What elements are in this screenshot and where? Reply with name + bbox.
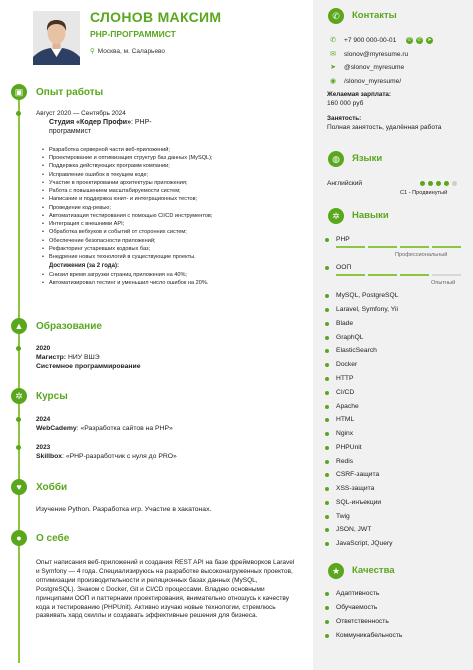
skill-item: JSON, JWT: [336, 526, 372, 533]
quality-item: Адаптивность: [336, 590, 380, 597]
salary-value: 160 000 руб: [327, 100, 364, 107]
hobby-text: Изучение Python. Разработка игр. Участие в хакатонах.: [36, 506, 212, 513]
skill-level: Профессиональный: [395, 252, 448, 258]
salary-label: Желаемая зарплата:: [327, 91, 391, 98]
section-title-courses: Курсы: [36, 391, 68, 402]
duty-item: • Написание и поддержка юнит- и интеграционных тестов;: [49, 195, 197, 203]
section-qualities: [313, 563, 473, 579]
skill-level-segment: [368, 246, 397, 248]
section-title-qualities: Качества: [352, 565, 395, 576]
skill-level-segment: [432, 246, 461, 248]
duty-item: • Работа с повышением масштабируемости систем;: [49, 187, 181, 195]
gear-icon: ✲: [11, 388, 27, 404]
email-icon: ✉: [330, 51, 336, 58]
location-pin-icon: ⚲: [90, 48, 95, 55]
globe-icon: ◍: [328, 151, 344, 167]
experience-position: программист: [49, 128, 92, 135]
skill-item: PHP: [336, 236, 350, 243]
language-level: C1 - Продвинутый: [400, 190, 448, 196]
skill-level-segment: [400, 274, 429, 276]
skill-item: CI/CD: [336, 389, 355, 396]
skill-item: Nginx: [336, 430, 354, 437]
course-year: 2024: [36, 416, 51, 423]
duty-item: • Обработка вебхуков и событий от сторонних систем;: [49, 228, 187, 236]
duty-item: • Рефакторинг устаревших кодовых баз;: [49, 245, 150, 253]
timeline-dot: [16, 111, 21, 116]
skill-item: MySQL, PostgreSQL: [336, 292, 399, 299]
skill-item: SQL-инъекции: [336, 499, 382, 506]
avatar: [33, 11, 80, 65]
quality-item: Коммуникабельность: [336, 632, 403, 639]
graduation-cap-icon: ▲: [11, 318, 27, 334]
whatsapp-icon[interactable]: ✆: [407, 37, 412, 43]
skill-item: JavaScript, JQuery: [336, 540, 393, 547]
section-title-languages: Языки: [352, 153, 383, 164]
heart-icon: ♥: [11, 479, 27, 495]
about-text: Опыт написания веб-приложений и создания REST API на базе фреймворков Laravel и Symfony — 4 года. Специализируюсь на разработке высоконагруженных проектов, оптимизации производительности и реляционных базах данных (MySQL, PostgreSQL). Знаком с Docker, Git и CI/CD процессами. Владею основными принципами ООП и паттернами проектирования, внимательно отношусь к качеству кода и тестированию (PHPUnit). Активно изучаю новые технологии, стремлюсь развивать хард скиллы и создавать эффективные решения для бизнеса.: [36, 559, 295, 620]
timeline-line: [18, 88, 20, 663]
duty-item: • Интеграция с внешними API;: [49, 220, 124, 228]
duty-item: • Разработка серверной части веб-приложений;: [49, 146, 170, 154]
section-skills: [313, 208, 473, 224]
quality-item: Обучаемость: [336, 604, 378, 611]
phone-icon: ✆: [328, 8, 344, 24]
duty-item: • Внедрение новых технологий в существующие проекты.: [49, 253, 196, 261]
skill-item: Laravel, Symfony, Yii: [336, 306, 398, 313]
section-title-education: Образование: [36, 321, 102, 332]
language-rating-dot: [452, 181, 457, 186]
language-rating-dot: [436, 181, 441, 186]
skill-item: HTML: [336, 416, 355, 423]
skill-item: ООП: [336, 264, 352, 271]
skill-level: Опытный: [431, 280, 456, 286]
achievements-label: Достижения (за 2 года):: [49, 263, 119, 269]
duty-item: • Участие в проектировании архитектуры приложения;: [49, 179, 187, 187]
course-title: WebCademy: «Разработка сайтов на PHP»: [36, 425, 173, 432]
language-name: Английский: [327, 180, 363, 187]
skill-item: HTTP: [336, 375, 354, 382]
telegram-link[interactable]: @slonov_myresume: [344, 64, 405, 71]
duty-item: • Поддержка действующих программ компании;: [49, 162, 170, 170]
telegram-icon[interactable]: ➤: [427, 37, 432, 43]
timeline-dot: [16, 346, 21, 351]
education-degree: Магистр: НИУ ВШЭ: [36, 354, 100, 361]
skill-level-bar: [336, 274, 462, 276]
course-title: Skillbox: «PHP-разработчик с нуля до PRO»: [36, 453, 177, 460]
language-rating-dot: [444, 181, 449, 186]
gears-icon: ✲: [328, 208, 344, 224]
section-contacts: [313, 8, 473, 24]
duty-item: • Автоматизация тестирования с помощью CI/CD инструментов;: [49, 212, 212, 220]
skill-item: Redis: [336, 458, 354, 465]
skill-item: CSRF-защита: [336, 471, 380, 478]
education-year: 2020: [36, 345, 51, 352]
skill-item: Blade: [336, 320, 354, 327]
skill-item: Apache: [336, 403, 359, 410]
timeline-dot: [16, 445, 21, 450]
employment-value: Полная занятость, удалённая работа: [327, 124, 442, 131]
job-title: PHP-ПРОГРАММИСТ: [90, 29, 176, 39]
section-title-experience: Опыт работы: [36, 87, 104, 98]
duty-item: • Проведение код-ревью;: [49, 204, 111, 212]
duty-item: • Проектирование и оптимизация структур баз данных (MySQL);: [49, 154, 213, 162]
employment-label: Занятость:: [327, 115, 362, 122]
section-title-about: О себе: [36, 533, 70, 544]
briefcase-icon: ▣: [11, 84, 27, 100]
timeline-dot: [16, 417, 21, 422]
duty-item: • Исправление ошибок в текущем коде;: [49, 171, 148, 179]
skill-item: PHPUnit: [336, 444, 362, 451]
section-title-contacts: Контакты: [352, 10, 397, 21]
viber-icon[interactable]: ✆: [417, 37, 422, 43]
course-year: 2023: [36, 444, 51, 451]
section-title-hobby: Хобби: [36, 482, 68, 493]
user-icon: ●: [11, 530, 27, 546]
experience-company: Студия «Кодер Профи»: PHP-: [49, 119, 152, 126]
duty-item: • Обеспечение безопасности приложений;: [49, 237, 156, 245]
quality-item: Ответственность: [336, 618, 389, 625]
skill-level-bar: [336, 246, 462, 248]
education-program: Системное программирование: [36, 363, 141, 370]
skill-item: GraphQL: [336, 334, 364, 341]
github-icon: ◉: [329, 78, 337, 85]
star-icon: ★: [328, 563, 344, 579]
skill-item: ElasticSearch: [336, 347, 377, 354]
skill-level-segment: [400, 246, 429, 248]
achievement-item: • Автоматизировал тестинг и уменьшил число ошибок на 20%.: [49, 279, 208, 287]
skill-item: XSS-защита: [336, 485, 375, 492]
section-title-skills: Навыки: [352, 210, 389, 221]
full-name: СЛОНОВ МАКСИМ: [90, 9, 222, 25]
section-languages: [313, 151, 473, 167]
achievement-item: • Снизил время загрузки страниц приложения на 40%;: [49, 271, 187, 279]
skill-level-segment: [368, 274, 397, 276]
skill-item: Twig: [336, 513, 350, 520]
language-rating-dot: [428, 181, 433, 186]
github-link[interactable]: /slonov_myresume/: [344, 78, 402, 85]
language-rating-dot: [420, 181, 425, 186]
email-link[interactable]: slonov@myresume.ru: [344, 51, 409, 58]
experience-period: Август 2020 — Сентябрь 2024: [36, 110, 126, 117]
skill-level-segment: [432, 274, 461, 276]
phone-number[interactable]: +7 900 000-00-01: [344, 37, 397, 44]
telegram-icon: ➤: [330, 64, 336, 71]
skill-level-segment: [336, 246, 365, 248]
skill-level-segment: [336, 274, 365, 276]
phone-icon: ✆: [330, 37, 336, 44]
skill-item: Docker: [336, 361, 358, 368]
location: ⚲ Москва, м. Саларьево: [90, 48, 166, 55]
